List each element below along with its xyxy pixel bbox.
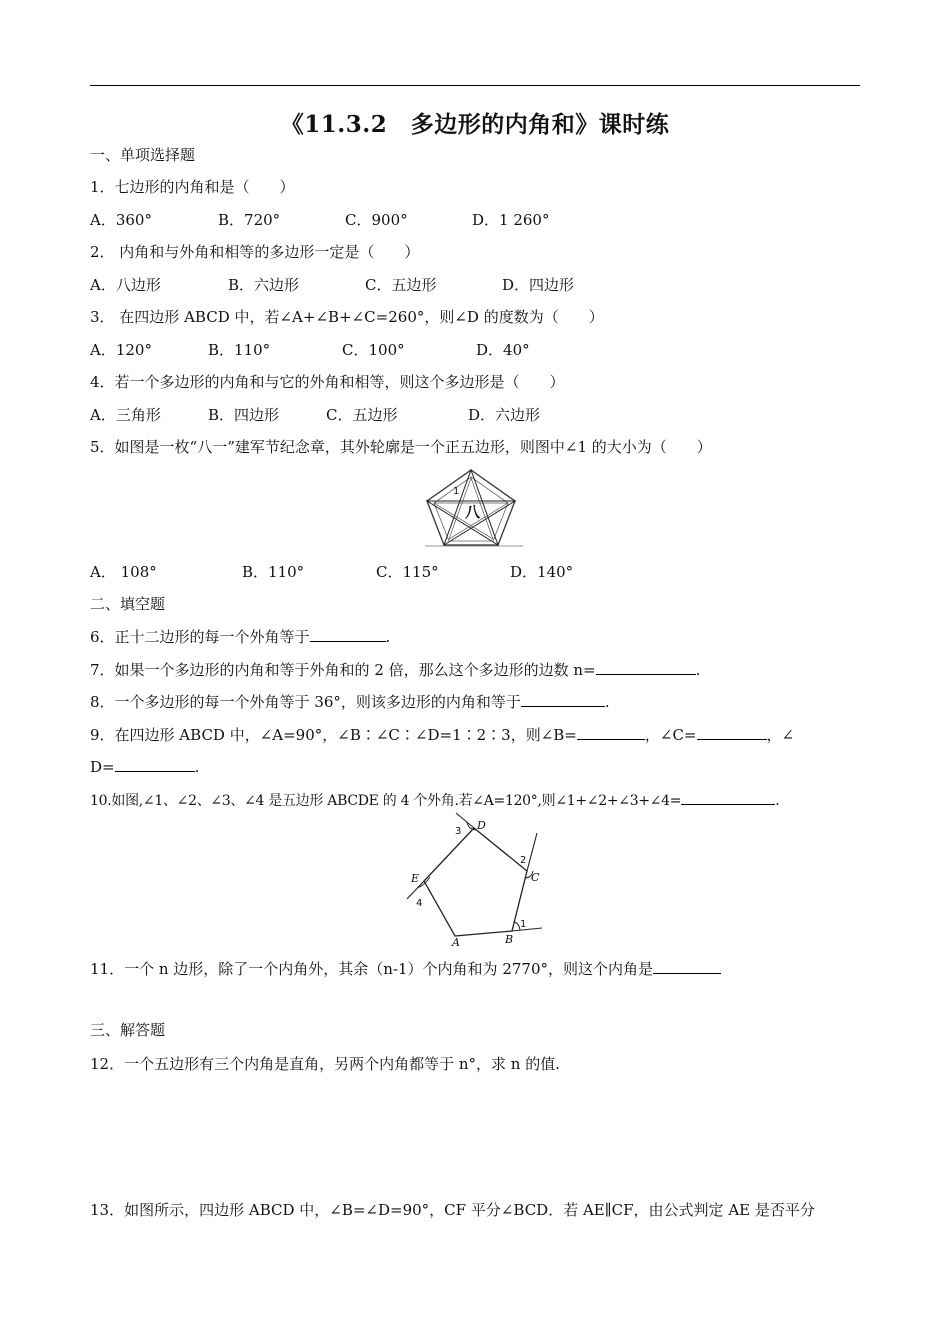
angle-label-4: 4 <box>416 898 423 909</box>
answer-blank-9c[interactable] <box>697 725 767 740</box>
question-9-continued: D= . <box>90 758 200 776</box>
angle-label-3: 3 <box>455 826 462 837</box>
extension-c <box>527 833 537 871</box>
answer-blank-11[interactable] <box>653 959 721 974</box>
q5-option-a: A． 108° <box>90 563 157 581</box>
question-7: 7．如果一个多边形的内角和等于外角和的 2 倍，那么这个多边形的边数 n= . <box>90 661 701 679</box>
section-heading-1: 一、单项选择题 <box>90 146 196 164</box>
q5-option-c: C．115° <box>376 563 439 581</box>
question-4: 4．若一个多边形的内角和与它的外角和相等，则这个多边形是（ ） <box>90 373 565 391</box>
q5-option-d: D．140° <box>510 563 574 581</box>
badge-text: 八 <box>465 503 481 521</box>
question-12: 12．一个五边形有三个内角是直角，另两个内角都等于 n°，求 n 的值. <box>90 1055 560 1073</box>
vertex-label-b: B <box>505 933 514 946</box>
angle-label-1: 1 <box>520 919 527 930</box>
q2-option-d: D．四边形 <box>502 276 575 294</box>
question-9: 9．在四边形 ABCD 中，∠A=90°，∠B∶∠C∶∠D=1∶2∶3，则∠B= ，∠C= ，∠ <box>90 726 795 744</box>
q4-option-b: B．四边形 <box>208 406 280 424</box>
angle-1-label: 1 <box>453 486 460 497</box>
answer-blank-7[interactable] <box>596 660 696 675</box>
answer-blank-10[interactable] <box>681 790 775 805</box>
answer-blank-9b[interactable] <box>577 725 645 740</box>
header-rule <box>90 85 860 86</box>
vertex-label-e: E <box>411 872 420 885</box>
answer-blank-8[interactable] <box>521 692 605 707</box>
page-title: 《11.3.2 多边形的内角和》课时练 <box>280 111 670 138</box>
q2-option-a: A．八边形 <box>90 276 161 294</box>
question-3: 3． 在四边形 ABCD 中，若∠A+∠B+∠C=260°，则∠D 的度数为（ ） <box>90 308 604 326</box>
q5-option-b: B．110° <box>242 563 305 581</box>
extension-b <box>512 928 542 931</box>
q4-option-a: A．三角形 <box>90 406 161 424</box>
section-heading-3: 三、解答题 <box>90 1021 166 1039</box>
question-11: 11．一个 n 边形，除了一个内角外，其余（n-1）个内角和为 2770°，则这个内角是 <box>90 958 721 979</box>
q3-option-a: A．120° <box>90 341 152 359</box>
vertex-label-c: C <box>531 871 540 884</box>
pentagon-figure <box>402 816 552 950</box>
q1-option-b: B．720° <box>218 211 281 229</box>
question-10: 10.如图,∠1、∠2、∠3、∠4 是五边形 ABCDE 的 4 个外角.若∠A=120°,则∠1+∠2+∠3+∠4= . <box>90 790 779 810</box>
pentagon-abcde <box>424 828 527 936</box>
q1-option-a: A．360° <box>90 211 152 229</box>
question-1: 1．七边形的内角和是（ ） <box>90 178 295 196</box>
answer-blank-9d[interactable] <box>115 757 195 772</box>
question-2: 2． 内角和与外角和相等的多边形一定是（ ） <box>90 243 420 261</box>
q2-option-b: B．六边形 <box>228 276 300 294</box>
q3-option-c: C．100° <box>342 341 405 359</box>
q3-option-d: D．40° <box>476 341 530 359</box>
q1-option-d: D．1 260° <box>472 211 550 229</box>
section-heading-2: 二、填空题 <box>90 595 166 613</box>
vertex-label-a: A <box>452 936 460 949</box>
question-6: 6．正十二边形的每一个外角等于 . <box>90 628 391 646</box>
answer-blank-6[interactable] <box>310 627 386 642</box>
q2-option-c: C．五边形 <box>365 276 437 294</box>
question-13: 13．如图所示，四边形 ABCD 中，∠B=∠D=90°，CF 平分∠BCD．若 AE∥CF，由公式判定 AE 是否平分 <box>90 1201 815 1219</box>
vertex-label-d: D <box>477 819 486 832</box>
q3-option-b: B．110° <box>208 341 271 359</box>
q1-option-c: C．900° <box>345 211 408 229</box>
question-5: 5．如图是一枚“八一”建军节纪念章，其外轮廓是一个正五边形，则图中∠1 的大小为（ ） <box>90 438 712 456</box>
angle-label-2: 2 <box>520 855 527 866</box>
q4-option-c: C．五边形 <box>326 406 398 424</box>
question-8: 8．一个多边形的每一个外角等于 36°，则该多边形的内角和等于 . <box>90 693 610 711</box>
q4-option-d: D．六边形 <box>468 406 541 424</box>
badge-figure <box>425 466 525 548</box>
